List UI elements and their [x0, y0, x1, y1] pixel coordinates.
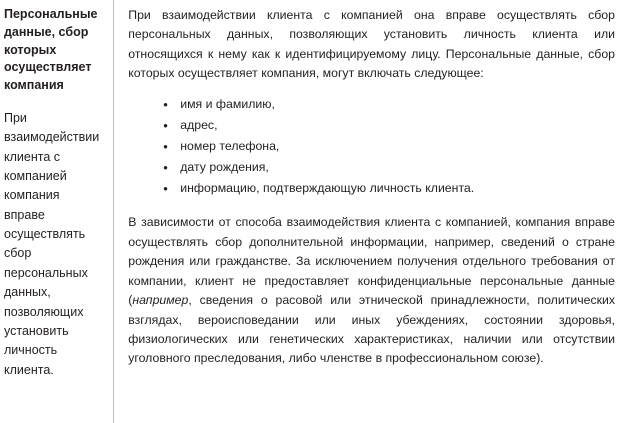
intro-paragraph: При взаимодействии клиента с компанией она вправе осуществлять сбор персональных данных, позволяющих установить личность клиента или относящихся к нему как к идентифицируемому лицу. Персональные данные, сбор которых осуществляет компания, могут включать следующее:: [128, 8, 615, 81]
closing-paragraph: [128, 213, 615, 368]
list-item: • адрес,: [180, 115, 615, 136]
sidebar-column: [0, 0, 113, 423]
closing-text-part-2: , сведения о расовой или этнической принадлежности, политических взглядах, вероисповедании или иных убеждениях, состоянии здоровья, физиологических или генетических характеристиках, наличии или отсутствии уголовного преследования, либо членстве в профессиональном союзе).: [128, 293, 615, 366]
list-item: • дату рождения,: [180, 157, 615, 178]
list-item: • информацию, подтверждающую личность клиента.: [180, 178, 615, 199]
main-column: [114, 0, 621, 423]
closing-text-part-1: В зависимости от способа взаимодействия клиента с компанией, компания вправе осуществлять сбор дополнительной информации, например, сведений о стране рождения или гражданстве. За исключением получения отдельного требования от компании, клиент не предоставляет конфиденциальные персональные данные (: [128, 215, 615, 308]
list-item: • имя и фамилию,: [180, 94, 615, 115]
sidebar-paragraph: При взаимодействии клиента с компанией компания вправе осуществлять сбор персональных данных, позволяющих установить личность клиента.: [4, 110, 100, 377]
personal-data-list: [128, 94, 615, 200]
sidebar-heading: Персональные данные, сбор которых осуществляет компания: [4, 7, 98, 92]
closing-text-emphasis: например: [132, 293, 189, 308]
list-item: • номер телефона,: [180, 136, 615, 157]
